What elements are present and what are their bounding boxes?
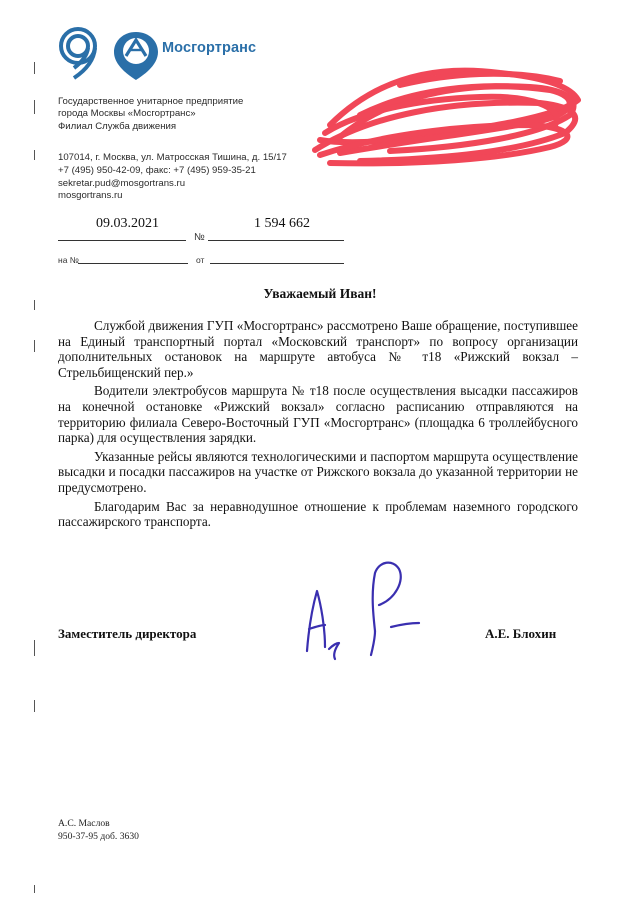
address: 107014, г. Москва, ул. Матросская Тишина, д. 15/17: [58, 152, 287, 163]
handwritten-signature: [295, 555, 435, 665]
organization-block: [58, 96, 243, 133]
paragraph: Указанные рейсы являются технологическими и паспортом маршрута осуществление высадки и посадки пассажиров на участке от Рижского вокзала до указанной территории не предусмотрено.: [58, 448, 578, 495]
redaction-scribble: [300, 55, 590, 170]
org-line: Государственное унитарное предприятие: [58, 96, 244, 107]
scan-mark: [34, 640, 35, 656]
scan-mark: [34, 885, 35, 893]
signer-title: Заместитель директора: [58, 626, 197, 641]
email: sekretar.pud@mosgortrans.ru: [58, 177, 186, 189]
org-line: города Москвы «Мосгортранс»: [58, 108, 196, 120]
paragraph: Благодарим Вас за неравнодушное отношение к проблемам наземного городского пассажирского транспорта.: [58, 498, 578, 530]
brand-name: Мосгортранс: [162, 40, 257, 56]
letter-body: [58, 318, 578, 533]
letter-date: 09.03.2021: [96, 216, 159, 231]
paragraph: Водители электробусов маршрута № т18 после осуществления высадки пассажиров на конечной остановке «Рижский вокзал» согласно расписанию отправляются на территорию филиала Северо-Восточный ГУП «Мосгортранс» (площадка 6 троллейбусного парка) для осуществления зарядки.: [58, 383, 578, 446]
phone-fax: +7 (495) 950-42-09, факс: +7 (495) 959-35-21: [58, 164, 256, 176]
ref-number-line: [78, 263, 188, 264]
scan-mark: [34, 700, 35, 712]
executor-block: [58, 818, 139, 843]
signer-name: А.Е. Блохин: [485, 626, 557, 641]
executor-phone: 950-37-95 доб. 3630: [58, 830, 139, 842]
letter-number: 1 594 662: [254, 216, 310, 231]
paragraph: Службой движения ГУП «Мосгортранс» рассмотрено Ваше обращение, поступившее на Единый транспортный портал «Московский транспорт» по вопросу организации дополнительных остановок на маршруте автобуса № т18 «Рижский вокзал – Стрельбищенский пер.»: [58, 318, 578, 380]
website: mosgortrans.ru: [58, 190, 123, 202]
ref-number-label: на №: [58, 255, 79, 265]
scan-mark: [34, 100, 35, 114]
org-line: Филиал Служба движения: [58, 120, 177, 132]
ref-date-label: от: [196, 255, 205, 265]
contacts-block: [58, 152, 287, 203]
ref-date-line: [210, 263, 344, 264]
greeting: Уважаемый Иван!: [263, 286, 377, 301]
scan-mark: [34, 62, 35, 74]
scan-mark: [34, 150, 35, 160]
number-label: №: [194, 232, 205, 243]
date-line: [58, 240, 186, 241]
executor-name: А.С. Маслов: [58, 818, 110, 829]
scan-mark: [34, 340, 35, 352]
number-line: [208, 240, 344, 241]
